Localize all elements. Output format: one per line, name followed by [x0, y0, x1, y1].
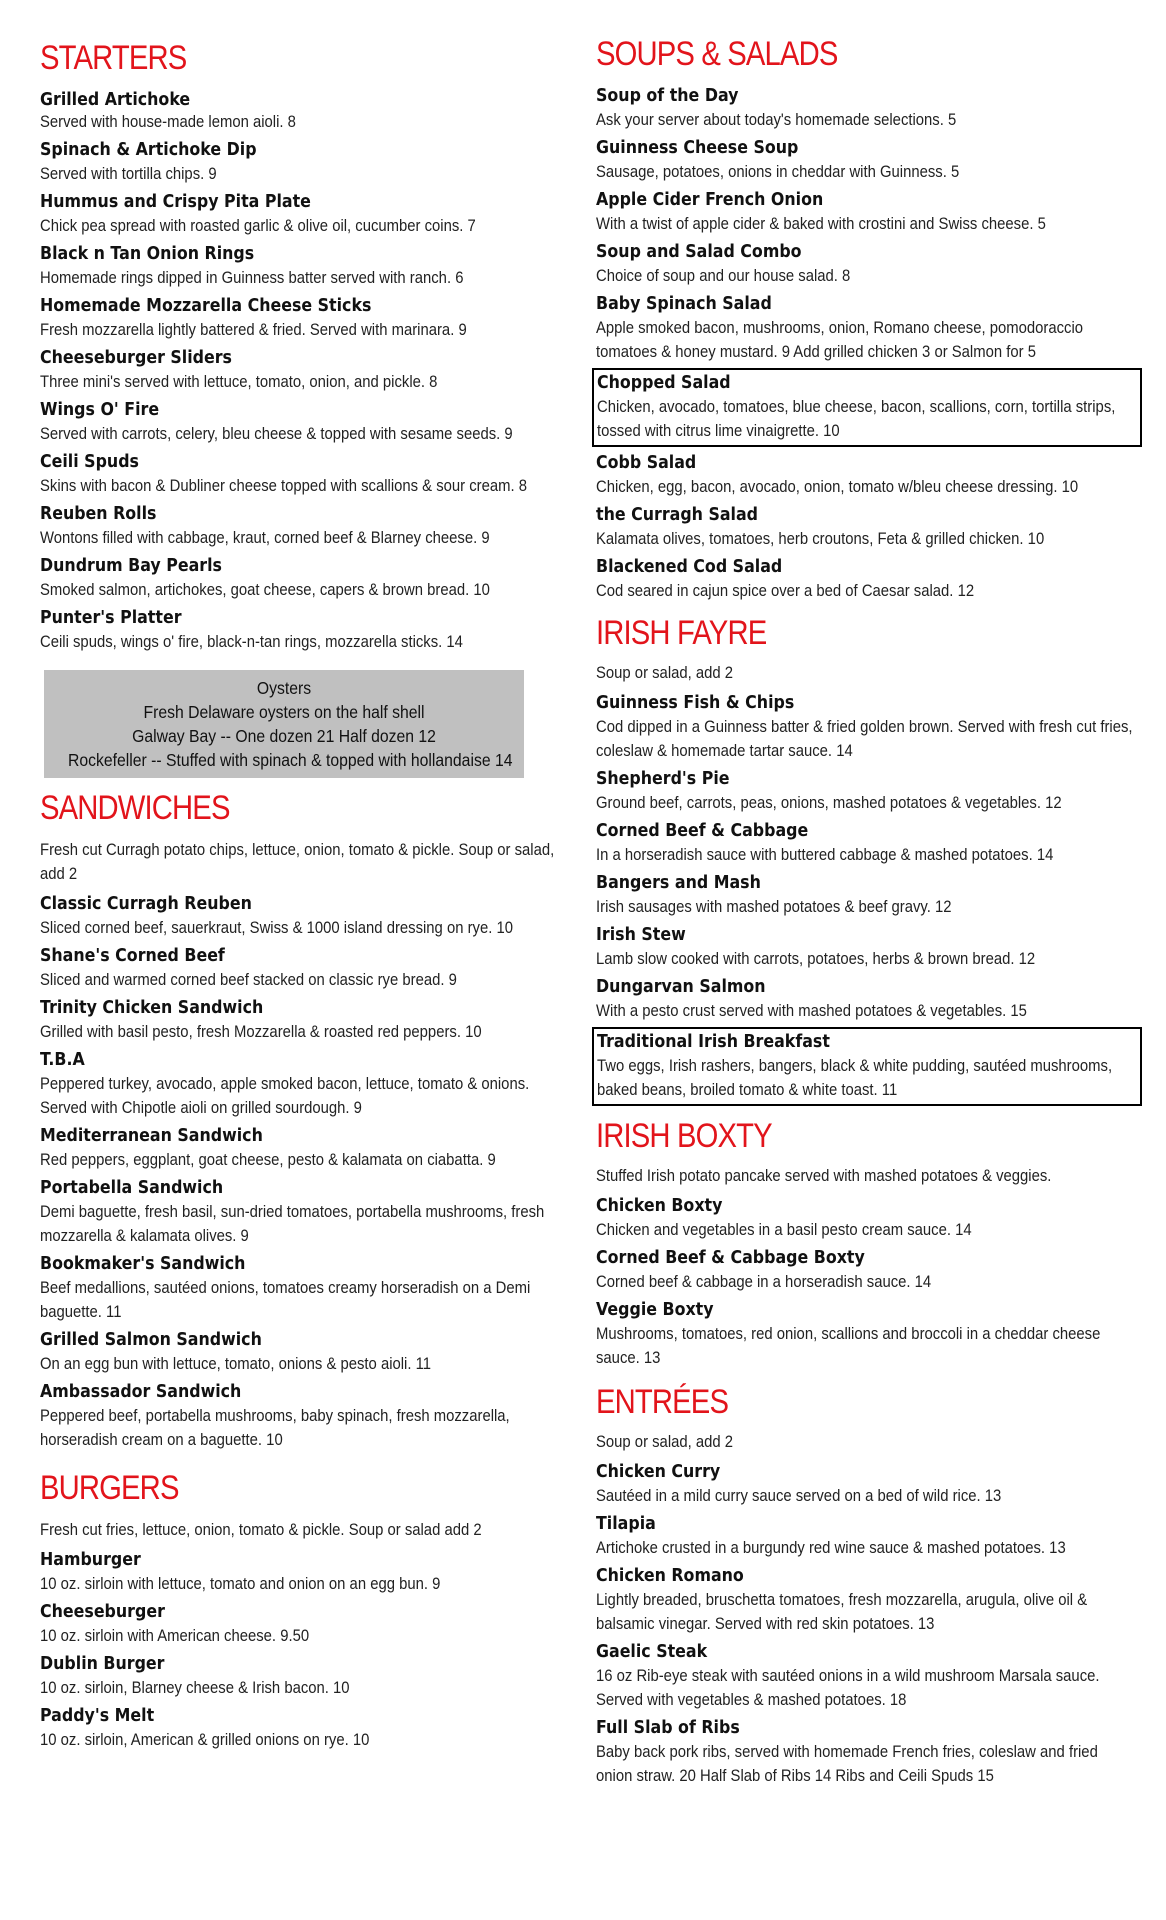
menu-item — [596, 691, 1136, 763]
item-description: Chick pea spread with roasted garlic & olive oil, cucumber coins. 7 — [40, 217, 476, 235]
menu-item-highlighted — [592, 1027, 1142, 1106]
menu-item — [596, 555, 1136, 603]
item-description: Cod seared in cajun spice over a bed of Caesar salad. 12 — [596, 582, 975, 600]
item-name: Hummus and Crispy Pita Plate — [40, 191, 311, 212]
item-description: On an egg bun with lettuce, tomato, onions & pesto aioli. 11 — [40, 1355, 432, 1373]
menu-item-highlighted — [592, 368, 1142, 447]
item-name: Reuben Rolls — [40, 503, 157, 524]
menu-item — [596, 1194, 1136, 1242]
menu-item — [596, 1716, 1136, 1788]
menu-item — [40, 1600, 570, 1648]
menu-item — [40, 1328, 570, 1376]
menu-item — [596, 240, 1136, 288]
item-name: Gaelic Steak — [596, 1641, 708, 1662]
menu-item — [40, 1124, 570, 1172]
menu-item — [40, 1252, 570, 1324]
item-name: Mediterranean Sandwich — [40, 1125, 263, 1146]
item-description: Skins with bacon & Dubliner cheese topped with scallions & sour cream. 8 — [40, 477, 527, 495]
starters-section — [40, 0, 570, 654]
item-name: Cheeseburger — [40, 1601, 165, 1622]
item-name: T.B.A — [40, 1049, 85, 1070]
irish-boxty-note: Stuffed Irish potato pancake served with mashed potatoes & veggies. — [596, 1167, 1052, 1185]
menu-item — [596, 1298, 1136, 1370]
item-description: Served with carrots, celery, bleu cheese & topped with sesame seeds. 9 — [40, 425, 513, 443]
item-name: Wings O' Fire — [40, 399, 160, 420]
irish-fayre-section — [596, 613, 1136, 1106]
menu-item — [40, 190, 570, 238]
item-description: Choice of soup and our house salad. 8 — [596, 267, 851, 285]
item-description: Peppered beef, portabella mushrooms, baby spinach, fresh mozzarella, horseradish cream on a baguette. 10 — [40, 1407, 510, 1449]
menu-item — [596, 188, 1136, 236]
item-description: Lightly breaded, bruschetta tomatoes, fresh mozzarella, arugula, olive oil & balsamic vinegar. Served with red skin potatoes. 13 — [596, 1591, 1088, 1633]
item-description: Homemade rings dipped in Guinness batter served with ranch. 6 — [40, 269, 464, 287]
menu-item — [596, 1460, 1136, 1508]
oysters-box — [44, 670, 524, 778]
menu-item — [596, 819, 1136, 867]
item-description: Red peppers, eggplant, goat cheese, pesto & kalamata on ciabatta. 9 — [40, 1151, 496, 1169]
item-name: Tilapia — [596, 1513, 656, 1534]
item-description: Baby back pork ribs, served with homemade French fries, coleslaw and fried onion straw. 20 Half Slab of Ribs 14 Ribs and Ceili Spuds 15 — [596, 1743, 1098, 1785]
menu-item — [40, 88, 570, 134]
menu-item — [596, 767, 1136, 815]
item-name: Shane's Corned Beef — [40, 945, 225, 966]
menu-item — [40, 242, 570, 290]
item-description: In a horseradish sauce with buttered cabbage & mashed potatoes. 14 — [596, 846, 1054, 864]
item-name: Hamburger — [40, 1549, 141, 1570]
item-name: Paddy's Melt — [40, 1705, 155, 1726]
item-name: Irish Stew — [596, 924, 686, 945]
item-description: Smoked salmon, artichokes, goat cheese, capers & brown bread. 10 — [40, 581, 490, 599]
item-description: Chicken, egg, bacon, avocado, onion, tomato w/bleu cheese dressing. 10 — [596, 478, 1079, 496]
irish-boxty-title: IRISH BOXTY — [596, 1117, 772, 1155]
menu-item — [40, 1548, 570, 1596]
menu-item — [40, 1380, 570, 1452]
item-description: Grilled with basil pesto, fresh Mozzarella & roasted red peppers. 10 — [40, 1023, 482, 1041]
item-description: Ceili spuds, wings o' fire, black-n-tan rings, mozzarella sticks. 14 — [40, 633, 463, 651]
menu-item — [40, 554, 570, 602]
item-name: Chicken Romano — [596, 1565, 744, 1586]
item-name: Ceili Spuds — [40, 451, 139, 472]
menu-item — [596, 975, 1136, 1023]
item-name: Baby Spinach Salad — [596, 293, 772, 314]
item-description: Artichoke crusted in a burgundy red wine sauce & mashed potatoes. 13 — [596, 1539, 1066, 1557]
item-description: Corned beef & cabbage in a horseradish sauce. 14 — [596, 1273, 932, 1291]
menu-item — [40, 450, 570, 498]
item-description: Demi baguette, fresh basil, sun-dried tomatoes, portabella mushrooms, fresh mozzarella & kalamata olives. 9 — [40, 1203, 545, 1245]
menu-item — [40, 1176, 570, 1248]
entrees-title: ENTRÉES — [596, 1383, 729, 1421]
item-description: Lamb slow cooked with carrots, potatoes, herbs & brown bread. 12 — [596, 950, 1036, 968]
menu-item — [596, 871, 1136, 919]
menu-item — [40, 398, 570, 446]
item-description: Fresh mozzarella lightly battered & fried. Served with marinara. 9 — [40, 321, 467, 339]
item-name: Traditional Irish Breakfast — [597, 1031, 830, 1052]
item-name: Ambassador Sandwich — [40, 1381, 242, 1402]
item-description: 10 oz. sirloin, Blarney cheese & Irish bacon. 10 — [40, 1679, 350, 1697]
item-description: Ask your server about today's homemade selections. 5 — [596, 111, 957, 129]
item-name: Full Slab of Ribs — [596, 1717, 740, 1738]
soups-salads-section — [596, 0, 1136, 603]
item-description: 10 oz. sirloin, American & grilled onions on rye. 10 — [40, 1731, 370, 1749]
menu-item — [596, 292, 1136, 364]
menu-item — [40, 944, 570, 992]
menu-item — [40, 606, 570, 654]
item-name: Portabella Sandwich — [40, 1177, 224, 1198]
item-name: the Curragh Salad — [596, 504, 759, 525]
item-description: Mushrooms, tomatoes, red onion, scallions and broccoli in a cheddar cheese sauce. 13 — [596, 1325, 1101, 1367]
item-name: Grilled Salmon Sandwich — [40, 1329, 262, 1350]
oysters-line: Galway Bay -- One dozen 21 Half dozen 12 — [132, 726, 436, 746]
item-name: Black n Tan Onion Rings — [40, 243, 255, 264]
item-name: Classic Curragh Reuben — [40, 893, 252, 914]
menu-item — [40, 294, 570, 342]
menu-item — [40, 1048, 570, 1120]
burgers-section — [40, 1468, 570, 1752]
item-description: 16 oz Rib-eye steak with sautéed onions in a wild mushroom Marsala sauce. Served with vegetables & mashed potatoes. 18 — [596, 1667, 1100, 1709]
sandwiches-title: SANDWICHES — [40, 789, 230, 827]
sandwiches-note: Fresh cut Curragh potato chips, lettuce, onion, tomato & pickle. Soup or salad, add 2 — [40, 841, 555, 883]
menu-item — [596, 84, 1136, 132]
right-column — [596, 0, 1136, 1792]
item-name: Bookmaker's Sandwich — [40, 1253, 246, 1274]
item-description: Served with tortilla chips. 9 — [40, 165, 217, 183]
item-description: Sausage, potatoes, onions in cheddar with Guinness. 5 — [596, 163, 960, 181]
item-name: Apple Cider French Onion — [596, 189, 824, 210]
menu-item — [40, 346, 570, 394]
item-description: Peppered turkey, avocado, apple smoked bacon, lettuce, tomato & onions. Served with Chipotle aioli on grilled sourdough. 9 — [40, 1075, 530, 1117]
menu-item — [596, 1640, 1136, 1712]
item-name: Chicken Curry — [596, 1461, 721, 1482]
item-description: 10 oz. sirloin with American cheese. 9.50 — [40, 1627, 310, 1645]
menu-item — [596, 136, 1136, 184]
item-description: Wontons filled with cabbage, kraut, corned beef & Blarney cheese. 9 — [40, 529, 490, 547]
item-description: Sliced and warmed corned beef stacked on classic rye bread. 9 — [40, 971, 457, 989]
item-name: Corned Beef & Cabbage Boxty — [596, 1247, 865, 1268]
entrees-note: Soup or salad, add 2 — [596, 1433, 734, 1451]
item-name: Soup and Salad Combo — [596, 241, 802, 262]
entrees-section — [596, 1382, 1136, 1788]
item-name: Shepherd's Pie — [596, 768, 730, 789]
item-description: Irish sausages with mashed potatoes & beef gravy. 12 — [596, 898, 952, 916]
menu-item — [596, 923, 1136, 971]
menu-item — [596, 451, 1136, 499]
menu-item — [596, 1564, 1136, 1636]
item-name: Trinity Chicken Sandwich — [40, 997, 264, 1018]
item-description: Chicken, avocado, tomatoes, blue cheese, bacon, scallions, corn, tortilla strips, tossed with citrus lime vinaigrette. 10 — [597, 398, 1116, 440]
sandwiches-section — [40, 788, 570, 1452]
burgers-title: BURGERS — [40, 1469, 179, 1507]
menu-item — [40, 1652, 570, 1700]
item-name: Bangers and Mash — [596, 872, 761, 893]
item-description: Two eggs, Irish rashers, bangers, black & white pudding, sautéed mushrooms, baked beans, broiled tomato & white toast. 11 — [597, 1057, 1113, 1099]
item-description: Sliced corned beef, sauerkraut, Swiss & 1000 island dressing on rye. 10 — [40, 919, 513, 937]
item-description: With a pesto crust served with mashed potatoes & vegetables. 15 — [596, 1002, 1027, 1020]
item-description: Chicken and vegetables in a basil pesto cream sauce. 14 — [596, 1221, 972, 1239]
item-name: Homemade Mozzarella Cheese Sticks — [40, 295, 372, 316]
item-name: Guinness Fish & Chips — [596, 692, 795, 713]
item-name: Corned Beef & Cabbage — [596, 820, 809, 841]
item-name: Guinness Cheese Soup — [596, 137, 799, 158]
item-name: Dungarvan Salmon — [596, 976, 766, 997]
item-name: Chopped Salad — [597, 372, 731, 393]
menu-item — [40, 996, 570, 1044]
item-name: Punter's Platter — [40, 607, 182, 628]
menu-item — [40, 1704, 570, 1752]
item-name: Cheeseburger Sliders — [40, 347, 232, 368]
item-description: Served with house-made lemon aioli. 8 — [40, 113, 296, 131]
item-name: Grilled Artichoke — [40, 89, 191, 110]
burgers-note: Fresh cut fries, lettuce, onion, tomato & pickle. Soup or salad add 2 — [40, 1521, 482, 1539]
item-name: Veggie Boxty — [596, 1299, 714, 1320]
item-description: Kalamata olives, tomatoes, herb croutons, Feta & grilled chicken. 10 — [596, 530, 1045, 548]
item-description: Cod dipped in a Guinness batter & fried golden brown. Served with fresh cut fries, coleslaw & homemade tartar sauce. 14 — [596, 718, 1133, 760]
item-name: Dundrum Bay Pearls — [40, 555, 222, 576]
menu-item — [596, 503, 1136, 551]
menu-item — [40, 892, 570, 940]
menu-item — [596, 1246, 1136, 1294]
irish-fayre-title: IRISH FAYRE — [596, 614, 767, 652]
irish-boxty-section — [596, 1116, 1136, 1370]
item-description: Sautéed in a mild curry sauce served on a bed of wild rice. 13 — [596, 1487, 1002, 1505]
item-description: Apple smoked bacon, mushrooms, onion, Romano cheese, pomodoraccio tomatoes & honey mustard. 9 Add grilled chicken 3 or Salmon for 5 — [596, 319, 1084, 361]
soups-salads-title: SOUPS & SALADS — [596, 35, 838, 73]
menu-item — [40, 138, 570, 186]
item-name: Dublin Burger — [40, 1653, 165, 1674]
item-description: Three mini's served with lettuce, tomato, onion, and pickle. 8 — [40, 373, 438, 391]
oysters-title: Oysters — [256, 678, 312, 698]
menu-item — [596, 1512, 1136, 1560]
oysters-line: Fresh Delaware oysters on the half shell — [143, 702, 425, 722]
item-description: With a twist of apple cider & baked with crostini and Swiss cheese. 5 — [596, 215, 1046, 233]
item-name: Chicken Boxty — [596, 1195, 723, 1216]
starters-list — [40, 88, 570, 654]
oysters-line: Rockefeller -- Stuffed with spinach & topped with hollandaise 14 — [68, 750, 513, 770]
item-name: Blackened Cod Salad — [596, 556, 783, 577]
left-column — [40, 0, 570, 1756]
item-name: Spinach & Artichoke Dip — [40, 139, 257, 160]
item-name: Cobb Salad — [596, 452, 697, 473]
item-description: 10 oz. sirloin with lettuce, tomato and onion on an egg bun. 9 — [40, 1575, 441, 1593]
menu-item — [40, 502, 570, 550]
item-description: Ground beef, carrots, peas, onions, mashed potatoes & vegetables. 12 — [596, 794, 1062, 812]
starters-title: STARTERS — [40, 39, 187, 77]
item-name: Soup of the Day — [596, 85, 739, 106]
item-description: Beef medallions, sautéed onions, tomatoes creamy horseradish on a Demi baguette. 11 — [40, 1279, 531, 1321]
irish-fayre-note: Soup or salad, add 2 — [596, 664, 734, 682]
